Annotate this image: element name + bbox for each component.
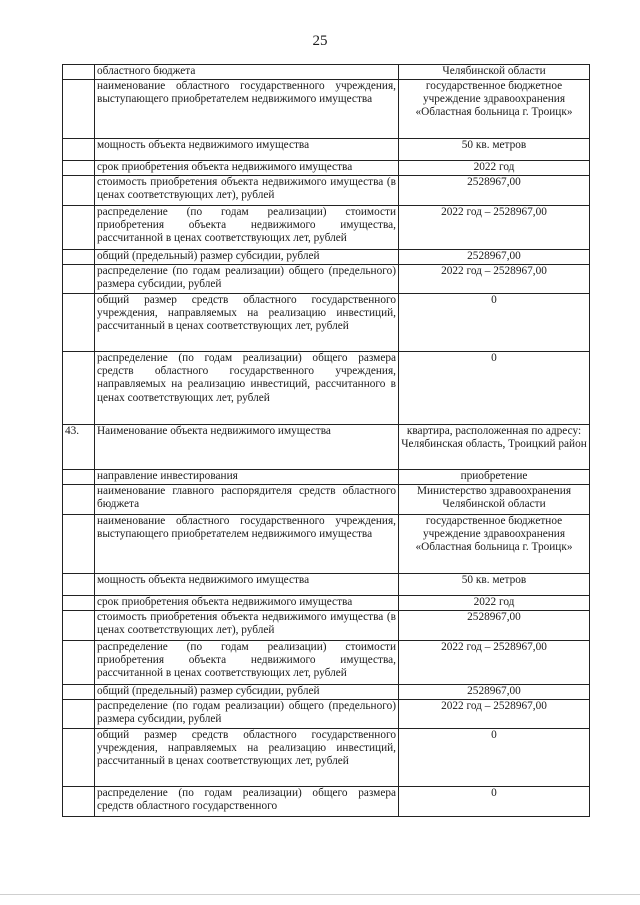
parameter-value-cell: 2528967,00 [399,250,590,265]
table-row [63,80,590,139]
investment-objects-table [62,64,590,817]
parameter-name-cell: наименование главного распорядителя средств областного бюджета [95,485,399,515]
parameter-value-cell: 2528967,00 [399,611,590,641]
parameter-value-cell: 0 [399,729,590,787]
parameter-value-cell: 2022 год – 2528967,00 [399,700,590,729]
row-number-cell [63,515,95,574]
row-number-cell [63,176,95,206]
parameter-name-cell: стоимость приобретения объекта недвижимого имущества (в ценах соответствующих лет), рублей [95,611,399,641]
table-row [63,470,590,485]
table-row [63,787,590,817]
row-number-cell [63,206,95,250]
row-number-cell [63,611,95,641]
table-row [63,294,590,352]
parameter-name-cell: общий размер средств областного государственного учреждения, направляемых на реализацию инвестиций, рассчитанный в ценах соответствующих лет, рублей [95,729,399,787]
parameter-name-cell: общий (предельный) размер субсидии, рублей [95,250,399,265]
table-row [63,425,590,470]
parameter-value-cell: 2022 год – 2528967,00 [399,265,590,294]
row-number-cell [63,485,95,515]
parameter-name-cell: мощность объекта недвижимого имущества [95,139,399,161]
row-number-cell [63,352,95,425]
parameter-value-cell: 2022 год – 2528967,00 [399,641,590,685]
parameter-value-cell: 0 [399,787,590,817]
row-number-cell: 43. [63,425,95,470]
table-row [63,65,590,80]
row-number-cell [63,161,95,176]
row-number-cell [63,139,95,161]
parameter-name-cell: срок приобретения объекта недвижимого имущества [95,161,399,176]
parameter-value-cell: Министерство здравоохранения Челябинской области [399,485,590,515]
row-number-cell [63,685,95,700]
parameter-value-cell: 2022 год [399,161,590,176]
parameter-value-cell: приобретение [399,470,590,485]
parameter-value-cell: 2528967,00 [399,685,590,700]
parameter-value-cell: 2528967,00 [399,176,590,206]
row-number-cell [63,787,95,817]
row-number-cell [63,596,95,611]
scan-bottom-edge [0,894,640,895]
parameter-value-cell: 50 кв. метров [399,574,590,596]
parameter-value-cell: 50 кв. метров [399,139,590,161]
row-number-cell [63,80,95,139]
parameter-value-cell: государственное бюджетное учреждение здравоохранения «Областная больница г. Троицк» [399,80,590,139]
parameter-value-cell: государственное бюджетное учреждение здравоохранения «Областная больница г. Троицк» [399,515,590,574]
table-row [63,515,590,574]
table-row [63,574,590,596]
page-number: 25 [312,33,328,49]
parameter-value-cell: 2022 год [399,596,590,611]
table-row [63,611,590,641]
table-row [63,685,590,700]
parameter-name-cell: распределение (по годам реализации) стоимости приобретения объекта недвижимого имущества, рассчитанной в ценах соответствующих лет, рублей [95,641,399,685]
row-number-cell [63,574,95,596]
parameter-name-cell: распределение (по годам реализации) общего размера средств областного государственного [95,787,399,817]
parameter-value-cell: 2022 год – 2528967,00 [399,206,590,250]
parameter-name-cell: наименование областного государственного учреждения, выступающего приобретателем недвижимого имущества [95,80,399,139]
parameter-name-cell: областного бюджета [95,65,399,80]
row-number-cell [63,265,95,294]
row-number-cell [63,470,95,485]
table-row [63,729,590,787]
table-row [63,352,590,425]
table-row [63,596,590,611]
table-row [63,161,590,176]
parameter-name-cell: мощность объекта недвижимого имущества [95,574,399,596]
parameter-name-cell: общий размер средств областного государственного учреждения, направляемых на реализацию инвестиций, рассчитанный в ценах соответствующих лет, рублей [95,294,399,352]
parameter-name-cell: распределение (по годам реализации) общего размера средств областного государственного учреждения, направляемых на реализацию инвестиций, рассчитанного в ценах соответствующих лет, рублей [95,352,399,425]
row-number-cell [63,700,95,729]
parameter-value-cell: 0 [399,294,590,352]
table-row [63,206,590,250]
row-number-cell [63,250,95,265]
table-row [63,485,590,515]
table-row [63,641,590,685]
parameter-name-cell: направление инвестирования [95,470,399,485]
row-number-cell [63,729,95,787]
table-row [63,176,590,206]
document-sheet [62,64,587,817]
parameter-value-cell: квартира, расположенная по адресу: Челябинская область, Троицкий район [399,425,590,470]
parameter-value-cell: Челябинской области [399,65,590,80]
row-number-cell [63,65,95,80]
row-number-cell [63,641,95,685]
parameter-name-cell: наименование областного государственного учреждения, выступающего приобретателем недвижимого имущества [95,515,399,574]
parameter-name-cell: Наименование объекта недвижимого имущества [95,425,399,470]
parameter-name-cell: распределение (по годам реализации) общего (предельного) размера субсидии, рублей [95,265,399,294]
table-body [63,65,590,817]
parameter-value-cell: 0 [399,352,590,425]
table-row [63,700,590,729]
table-row [63,265,590,294]
parameter-name-cell: распределение (по годам реализации) стоимости приобретения объекта недвижимого имущества, рассчитанной в ценах соответствующих лет, рублей [95,206,399,250]
table-row [63,139,590,161]
row-number-cell [63,294,95,352]
table-row [63,250,590,265]
parameter-name-cell: общий (предельный) размер субсидии, рублей [95,685,399,700]
parameter-name-cell: срок приобретения объекта недвижимого имущества [95,596,399,611]
parameter-name-cell: стоимость приобретения объекта недвижимого имущества (в ценах соответствующих лет), рублей [95,176,399,206]
parameter-name-cell: распределение (по годам реализации) общего (предельного) размера субсидии, рублей [95,700,399,729]
